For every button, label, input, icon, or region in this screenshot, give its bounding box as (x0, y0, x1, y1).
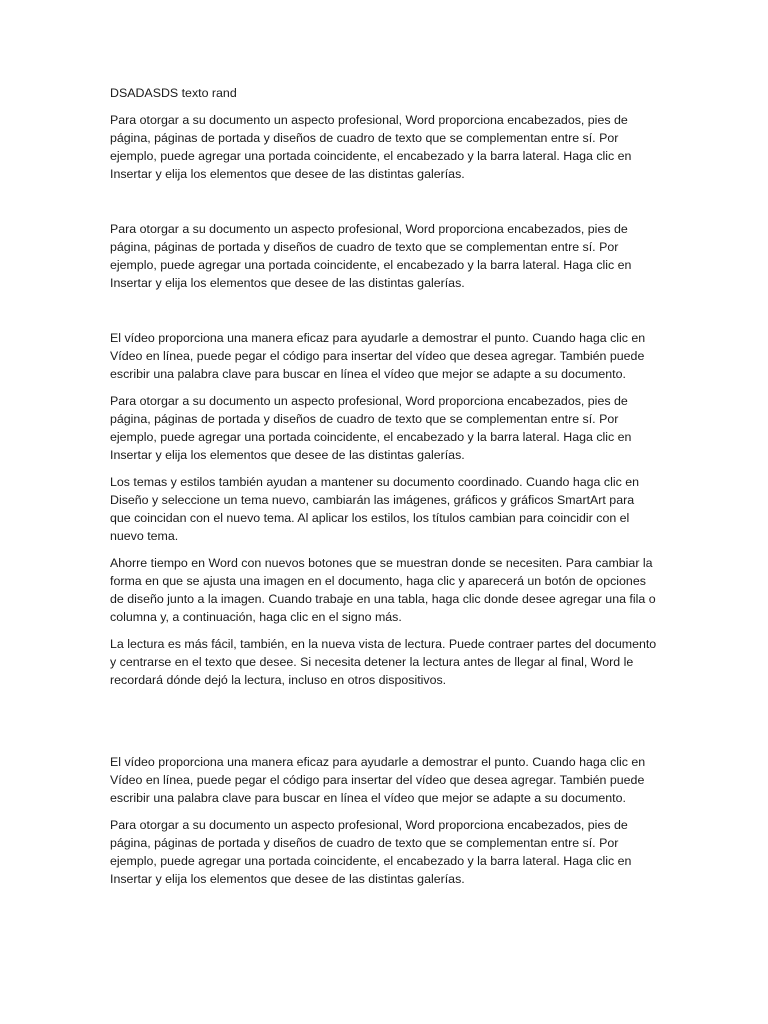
paragraph-4: Para otorgar a su documento un aspecto profesional, Word proporciona encabezados, pies de página, páginas de portada y diseños de cuadro de texto que se complementan entre sí. Por ejemplo, puede agregar una portada coincidente, el encabezado y la barra lateral. Haga clic en Insertar y elija los elementos que desee de las distintas galerías. (110, 394, 632, 462)
paragraph-5: Los temas y estilos también ayudan a mantener su documento coordinado. Cuando haga clic en Diseño y seleccione un tema nuevo, cambiarán las imágenes, gráficos y gráficos SmartArt para que coincidan con el nuevo tema. Al aplicar los estilos, los títulos cambian para coincidir con el nuevo tema. (110, 475, 639, 543)
paragraph-1: Para otorgar a su documento un aspecto profesional, Word proporciona encabezados, pies de página, páginas de portada y diseños de cuadro de texto que se complementan entre sí. Por ejemplo, puede agregar una portada coincidente, el encabezado y la barra lateral. Haga clic en Insertar y elija los elementos que desee de las distintas galerías. (110, 113, 632, 181)
paragraph-2: Para otorgar a su documento un aspecto profesional, Word proporciona encabezados, pies de página, páginas de portada y diseños de cuadro de texto que se complementan entre sí. Por ejemplo, puede agregar una portada coincidente, el encabezado y la barra lateral. Haga clic en Insertar y elija los elementos que desee de las distintas galerías. (110, 222, 632, 290)
empty-line (110, 301, 658, 329)
paragraph-3: El vídeo proporciona una manera eficaz para ayudarle a demostrar el punto. Cuando haga clic en Vídeo en línea, puede pegar el código para insertar del vídeo que desea agregar. También puede escribir una palabra clave para buscar en línea el vídeo que mejor se adapte a su documento. (110, 331, 646, 381)
empty-line (110, 698, 658, 753)
paragraph-6: Ahorre tiempo en Word con nuevos botones que se muestran donde se necesiten. Para cambiar la forma en que se ajusta una imagen en el documento, haga clic y aparecerá un botón de opciones de diseño junto a la imagen. Cuando trabaje en una tabla, haga clic donde desee agregar una fila o columna y, a continuación, haga clic en el signo más. (110, 556, 656, 624)
empty-line (110, 192, 658, 220)
paragraph-9: Para otorgar a su documento un aspecto profesional, Word proporciona encabezados, pies de página, páginas de portada y diseños de cuadro de texto que se complementan entre sí. Por ejemplo, puede agregar una portada coincidente, el encabezado y la barra lateral. Haga clic en Insertar y elija los elementos que desee de las distintas galerías. (110, 818, 632, 886)
paragraph-8: El vídeo proporciona una manera eficaz para ayudarle a demostrar el punto. Cuando haga clic en Vídeo en línea, puede pegar el código para insertar del vídeo que desea agregar. También puede escribir una palabra clave para buscar en línea el vídeo que mejor se adapte a su documento. (110, 755, 646, 805)
document-page (110, 84, 658, 897)
paragraph-7: La lectura es más fácil, también, en la nueva vista de lectura. Puede contraer partes del documento y centrarse en el texto que desee. Si necesita detener la lectura antes de llegar al final, Word le recordará dónde dejó la lectura, incluso en otros dispositivos. (110, 637, 657, 687)
document-title: DSADASDS texto rand (110, 86, 237, 100)
